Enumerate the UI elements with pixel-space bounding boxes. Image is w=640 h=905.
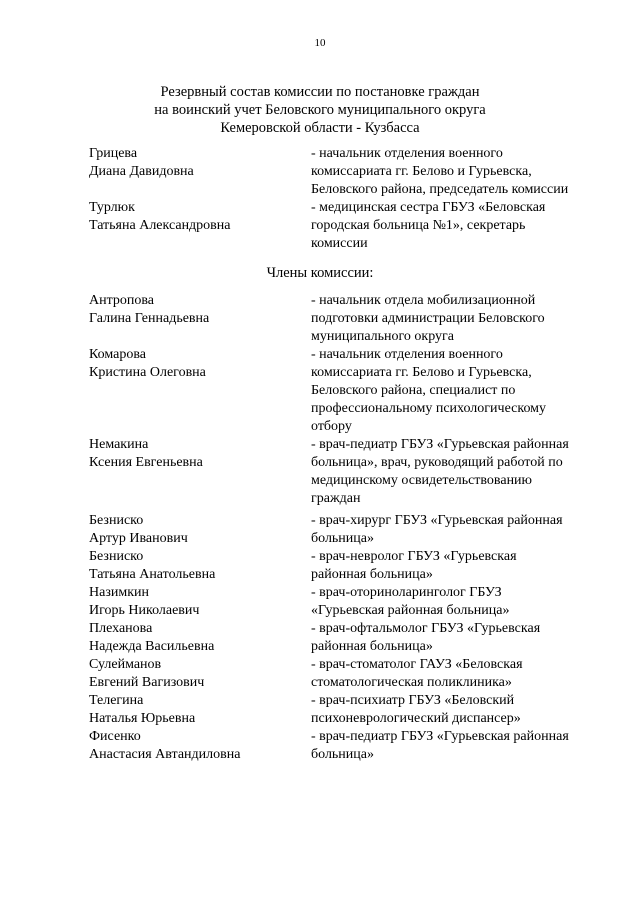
role-line: подготовки администрации Беловского bbox=[311, 311, 545, 326]
name-line: Татьяна Анатольевна bbox=[89, 567, 216, 582]
person-role bbox=[311, 346, 611, 436]
role-line: - врач-хирург ГБУЗ «Гурьевская районная bbox=[311, 513, 563, 528]
commission-entry bbox=[0, 548, 640, 584]
name-line: Турлюк bbox=[89, 200, 135, 215]
name-line: Сулейманов bbox=[89, 657, 162, 672]
commission-entry bbox=[0, 728, 640, 764]
role-line: отбору bbox=[311, 419, 352, 434]
role-line: районная больница» bbox=[311, 639, 433, 654]
commission-entry bbox=[0, 656, 640, 692]
commission-entry bbox=[0, 436, 640, 508]
role-line: граждан bbox=[311, 491, 361, 506]
role-line: «Гурьевская районная больница» bbox=[311, 603, 510, 618]
name-line: Немакина bbox=[89, 437, 149, 452]
person-role bbox=[311, 692, 611, 728]
person-role bbox=[311, 584, 611, 620]
role-line: районная больница» bbox=[311, 567, 433, 582]
name-line: Фисенко bbox=[89, 729, 141, 744]
title-line: на воинский учет Беловского муниципального округа bbox=[154, 102, 486, 118]
role-line: городская больница №1», секретарь bbox=[311, 218, 526, 233]
members-heading: Члены комиссии: bbox=[266, 265, 374, 281]
commission-entry bbox=[0, 145, 640, 199]
name-line: Татьяна Александровна bbox=[89, 218, 231, 233]
role-line: Беловского района, председатель комиссии bbox=[311, 182, 569, 197]
role-line: больница» bbox=[311, 747, 374, 762]
person-role bbox=[311, 436, 611, 508]
role-line: профессиональному психологическому bbox=[311, 401, 547, 416]
name-line: Евгений Вагизович bbox=[89, 675, 205, 690]
name-line: Плеханова bbox=[89, 621, 153, 636]
title-line: Кемеровской области - Кузбасса bbox=[220, 120, 420, 136]
role-line: стоматологическая поликлиника» bbox=[311, 675, 512, 690]
role-line: - врач-психиатр ГБУЗ «Беловский bbox=[311, 693, 515, 708]
person-name bbox=[89, 728, 299, 764]
name-line: Диана Давидовна bbox=[89, 164, 194, 179]
role-line: комиссии bbox=[311, 236, 368, 251]
person-name bbox=[89, 656, 299, 692]
role-line: комиссариата гг. Белово и Гурьевска, bbox=[311, 164, 532, 179]
role-line: медицинскому освидетельствованию bbox=[311, 473, 533, 488]
person-role bbox=[311, 620, 611, 656]
name-line: Наталья Юрьевна bbox=[89, 711, 196, 726]
role-line: - врач-офтальмолог ГБУЗ «Гурьевская bbox=[311, 621, 541, 636]
person-name bbox=[89, 199, 299, 235]
name-line: Назимкин bbox=[89, 585, 149, 600]
role-line: - начальник отделения военного bbox=[311, 347, 503, 362]
name-line: Ксения Евгеньевна bbox=[89, 455, 203, 470]
person-role bbox=[311, 728, 611, 764]
name-line: Артур Иванович bbox=[89, 531, 188, 546]
name-line: Антропова bbox=[89, 293, 155, 308]
commission-entry bbox=[0, 692, 640, 728]
role-line: - врач-педиатр ГБУЗ «Гурьевская районная bbox=[311, 437, 569, 452]
role-line: - врач-педиатр ГБУЗ «Гурьевская районная bbox=[311, 729, 569, 744]
role-line: муниципального округа bbox=[311, 329, 454, 344]
commission-entry bbox=[0, 292, 640, 346]
page-number: 10 bbox=[314, 37, 326, 49]
person-name bbox=[89, 512, 299, 548]
role-line: больница» bbox=[311, 531, 374, 546]
person-name bbox=[89, 145, 299, 181]
name-line: Грицева bbox=[89, 146, 138, 161]
name-line: Безниско bbox=[89, 513, 144, 528]
person-name bbox=[89, 584, 299, 620]
document-title bbox=[0, 83, 640, 137]
role-line: - начальник отдела мобилизационной bbox=[311, 293, 536, 308]
name-line: Телегина bbox=[89, 693, 144, 708]
title-line: Резервный состав комиссии по постановке граждан bbox=[160, 84, 480, 100]
role-line: комиссариата гг. Белово и Гурьевска, bbox=[311, 365, 532, 380]
role-line: - врач-стоматолог ГАУЗ «Беловская bbox=[311, 657, 523, 672]
role-line: больница», врач, руководящий работой по bbox=[311, 455, 563, 470]
name-line: Безниско bbox=[89, 549, 144, 564]
person-role bbox=[311, 199, 611, 253]
name-line: Комарова bbox=[89, 347, 146, 362]
person-role bbox=[311, 656, 611, 692]
role-line: - медицинская сестра ГБУЗ «Беловская bbox=[311, 200, 546, 215]
name-line: Игорь Николаевич bbox=[89, 603, 200, 618]
members-list bbox=[0, 292, 640, 764]
person-role bbox=[311, 512, 611, 548]
name-line: Надежда Васильевна bbox=[89, 639, 215, 654]
commission-entry bbox=[0, 346, 640, 436]
person-name bbox=[89, 692, 299, 728]
person-name bbox=[89, 436, 299, 472]
role-line: - начальник отделения военного bbox=[311, 146, 503, 161]
commission-entry bbox=[0, 199, 640, 253]
person-name bbox=[89, 548, 299, 584]
person-role bbox=[311, 145, 611, 199]
person-role bbox=[311, 292, 611, 346]
person-name bbox=[89, 292, 299, 328]
person-role bbox=[311, 548, 611, 584]
name-line: Кристина Олеговна bbox=[89, 365, 206, 380]
commission-entry bbox=[0, 584, 640, 620]
name-line: Галина Геннадьевна bbox=[89, 311, 210, 326]
person-name bbox=[89, 620, 299, 656]
role-line: психоневрологический диспансер» bbox=[311, 711, 521, 726]
role-line: - врач-оториноларинголог ГБУЗ bbox=[311, 585, 502, 600]
person-name bbox=[89, 346, 299, 382]
name-line: Анастасия Автандиловна bbox=[89, 747, 241, 762]
leadership-list bbox=[0, 145, 640, 253]
role-line: - врач-невролог ГБУЗ «Гурьевская bbox=[311, 549, 517, 564]
commission-entry bbox=[0, 620, 640, 656]
role-line: Беловского района, специалист по bbox=[311, 383, 516, 398]
commission-entry bbox=[0, 512, 640, 548]
